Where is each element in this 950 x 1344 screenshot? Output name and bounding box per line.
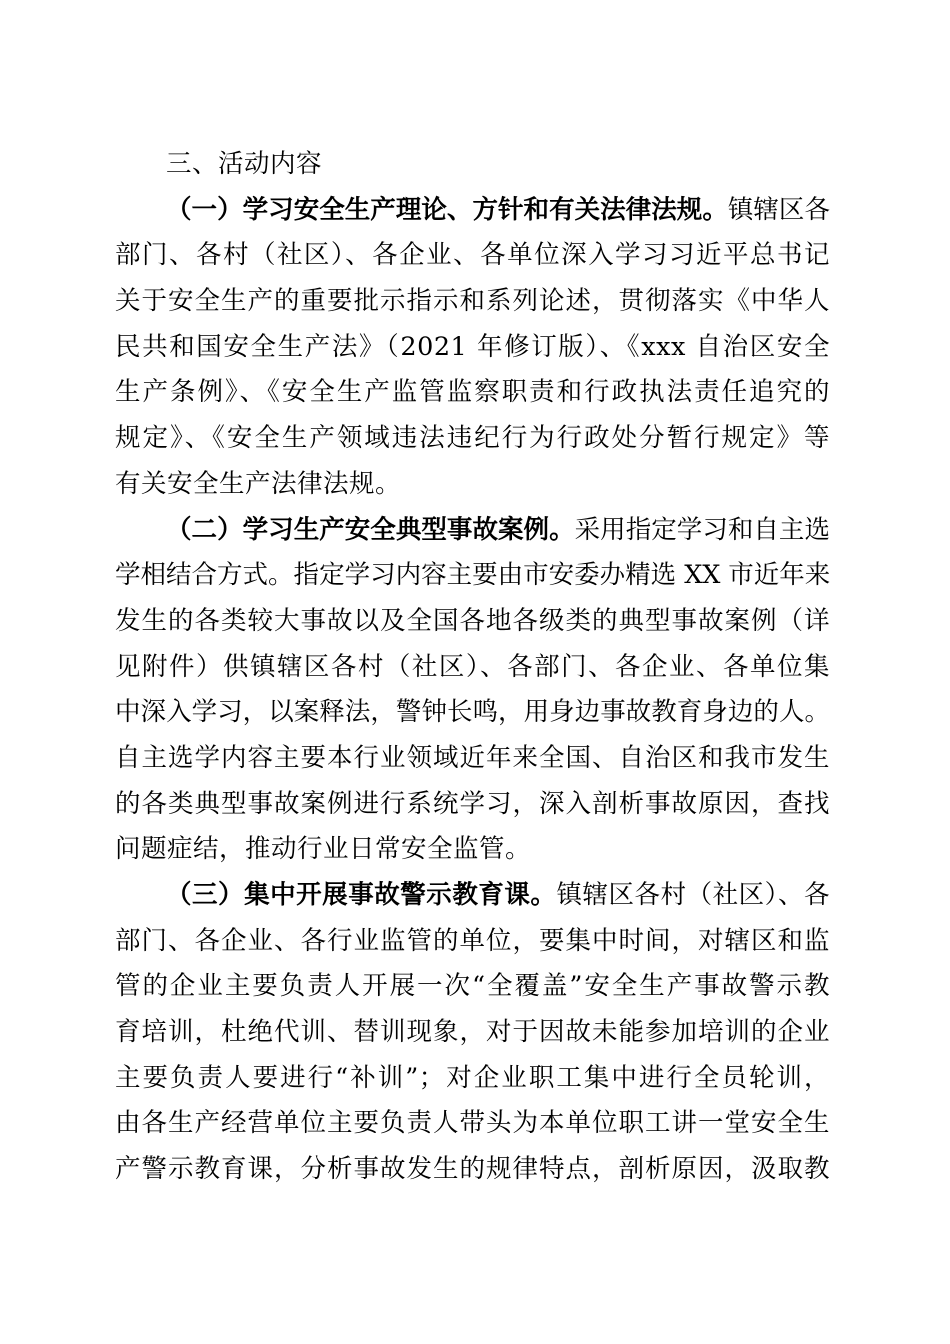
paragraph-2-line-4: 见附件）供镇辖区各村（社区）、各部门、各企业、各单位集 xyxy=(115,651,830,682)
paragraph-3-line-7: 产警示教育课，分析事故发生的规律特点，剖析原因，汲取教 xyxy=(115,1154,830,1185)
section-heading: 三、活动内容 xyxy=(166,149,323,179)
paragraph-1-line-4: 民共和国安全生产法》（2021 年修订版）、《xxx 自治区安全 xyxy=(115,331,830,362)
paragraph-1-heading: （一）学习安全生产理论、方针和有关法律法规。 xyxy=(166,194,728,225)
paragraph-3-line-2: 部门、各企业、各行业监管的单位，要集中时间，对辖区和监 xyxy=(115,925,830,956)
document-body xyxy=(115,142,830,1193)
paragraph-3-line-3: 管的企业主要负责人开展一次“全覆盖”安全生产事故警示教 xyxy=(115,971,830,1002)
paragraph-3-line-4: 育培训，杜绝代训、替训现象，对于因故未能参加培训的企业 xyxy=(115,1017,830,1048)
paragraph-3-line-6: 由各生产经营单位主要负责人带头为本单位职工讲一堂安全生 xyxy=(115,1108,830,1139)
paragraph-2-line-1 xyxy=(115,508,830,554)
paragraph-1-text: 镇辖区各 xyxy=(727,194,830,225)
paragraph-1-line-7: 有关安全生产法律法规。 xyxy=(115,468,402,499)
paragraph-2-line-2: 学相结合方式。指定学习内容主要由市安委办精选 XX 市近年来 xyxy=(115,560,830,591)
paragraph-3-line-5: 主要负责人要进行“补训”；对企业职工集中进行全员轮训， xyxy=(115,1062,830,1093)
paragraph-1-line-2: 部门、各村（社区）、各企业、各单位深入学习习近平总书记 xyxy=(115,240,830,271)
paragraph-2-text: 采用指定学习和自主选 xyxy=(574,514,830,545)
paragraph-1-line-1 xyxy=(115,188,830,234)
paragraph-2-line-3: 发生的各类较大事故以及全国各地各级类的典型事故案例（详 xyxy=(115,605,830,636)
paragraph-2-line-5: 中深入学习，以案释法，警钟长鸣，用身边事故教育身边的人。 xyxy=(115,697,830,728)
paragraph-2-line-7: 的各类典型事故案例进行系统学习，深入剖析事故原因，查找 xyxy=(115,788,830,819)
paragraph-2-heading: （二）学习生产安全典型事故案例。 xyxy=(166,514,575,545)
paragraph-1-line-6: 规定》、《安全生产领域违法违纪行为行政处分暂行规定》等 xyxy=(115,423,830,454)
paragraph-2-line-6: 自主选学内容主要本行业领域近年来全国、自治区和我市发生 xyxy=(115,742,830,773)
paragraph-1-line-3: 关于安全生产的重要批示指示和系列论述，贯彻落实《中华人 xyxy=(115,286,830,317)
paragraph-3-text: 镇辖区各村（社区）、各 xyxy=(556,880,830,910)
paragraph-3-line-1 xyxy=(115,873,830,919)
paragraph-3-heading: （三）集中开展事故警示教育课。 xyxy=(166,880,557,910)
paragraph-2-line-8: 问题症结，推动行业日常安全监管。 xyxy=(115,834,532,865)
paragraph-1-line-5: 生产条例》、《安全生产监管监察职责和行政执法责任追究的 xyxy=(115,377,830,408)
